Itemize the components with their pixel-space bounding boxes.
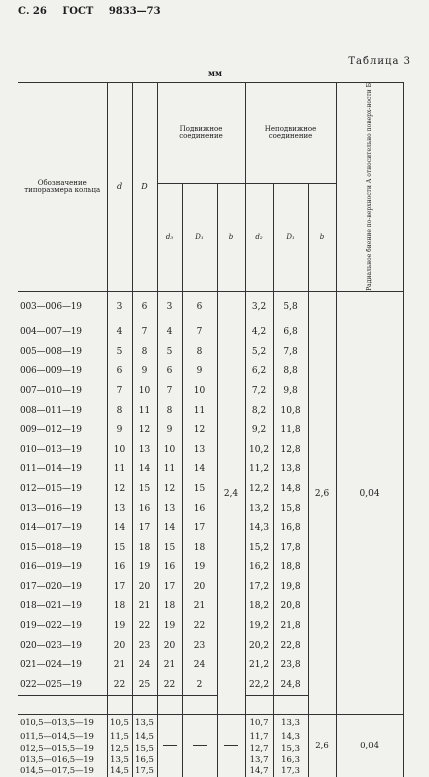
- cell-D1: 21: [182, 597, 217, 617]
- table-row: [18, 714, 403, 732]
- dash-mark: [224, 745, 238, 746]
- cell-b-fixed: 2,6: [308, 714, 336, 777]
- cell-D2: 8,8: [273, 362, 308, 382]
- cell-D2: 14,8: [273, 479, 308, 499]
- cell-d2: 15,2: [245, 538, 273, 558]
- cell-designation: 010—013—19: [18, 440, 107, 460]
- cell-designation: 013—016—19: [18, 499, 107, 519]
- cell-D2: 7,8: [273, 342, 308, 362]
- cell-D: 15: [132, 479, 157, 499]
- cell-D: 25: [132, 675, 157, 695]
- cell-designation: 011,5—014,5—19: [18, 732, 107, 743]
- cell-d3: 7: [157, 381, 182, 401]
- cell-designation: 007—010—19: [18, 381, 107, 401]
- cell-d3: 21: [157, 655, 182, 675]
- cell-d2: 18,2: [245, 597, 273, 617]
- cell-designation: 019—022—19: [18, 616, 107, 636]
- cell-d3: 4: [157, 322, 182, 342]
- cell-d: 20: [107, 636, 132, 656]
- cell-D1: 8: [182, 342, 217, 362]
- cell-D: 22: [132, 616, 157, 636]
- cell-D1: 2: [182, 675, 217, 695]
- dimensions-table: [18, 82, 404, 777]
- cell-d2: 11,7: [245, 732, 273, 743]
- cell-D: 6: [132, 291, 157, 322]
- cell-d: 15: [107, 538, 132, 558]
- cell-d: 14: [107, 518, 132, 538]
- cell-d: 11,5: [107, 732, 132, 743]
- cell-d2: 12,7: [245, 743, 273, 754]
- cell-D: 17,5: [132, 766, 157, 777]
- cell-designation: 004—007—19: [18, 322, 107, 342]
- cell-D: 21: [132, 597, 157, 617]
- cell-D2: 11,8: [273, 420, 308, 440]
- col-D1: D₁: [182, 183, 217, 291]
- cell-D1: 12: [182, 420, 217, 440]
- cell-D1-empty: [182, 714, 217, 777]
- cell-D2: 16,8: [273, 518, 308, 538]
- cell-d: 5: [107, 342, 132, 362]
- cell-d2: 10,2: [245, 440, 273, 460]
- cell-designation: 013,5—016,5—19: [18, 755, 107, 766]
- col-runout: Радиальное биение по-верхности А относительно поверх-ности Б: [336, 83, 403, 292]
- cell-D1: 14: [182, 460, 217, 480]
- cell-D: 16: [132, 499, 157, 519]
- cell-D1: 15: [182, 479, 217, 499]
- cell-D2: 21,8: [273, 616, 308, 636]
- cell-d2: 13,7: [245, 755, 273, 766]
- cell-D2: 19,8: [273, 577, 308, 597]
- cell-D2: 15,8: [273, 499, 308, 519]
- cell-D1: 19: [182, 557, 217, 577]
- cell-D: 11: [132, 401, 157, 421]
- cell-D1: 20: [182, 577, 217, 597]
- cell-D: 9: [132, 362, 157, 382]
- cell-d: 10: [107, 440, 132, 460]
- cell-D1: 7: [182, 322, 217, 342]
- cell-designation: 005—008—19: [18, 342, 107, 362]
- cell-d2: 5,2: [245, 342, 273, 362]
- cell-d2: 13,2: [245, 499, 273, 519]
- cell-d3: 16: [157, 557, 182, 577]
- cell-d: 14,5: [107, 766, 132, 777]
- cell-d2: 22,2: [245, 675, 273, 695]
- cell-D2: 24,8: [273, 675, 308, 695]
- cell-d: 13,5: [107, 755, 132, 766]
- table-row: [18, 291, 403, 322]
- cell-D: 20: [132, 577, 157, 597]
- cell-D: 14,5: [132, 732, 157, 743]
- cell-D: 8: [132, 342, 157, 362]
- cell-d3: 14: [157, 518, 182, 538]
- cell-d2: 11,2: [245, 460, 273, 480]
- cell-d3: 18: [157, 597, 182, 617]
- cell-designation: 008—011—19: [18, 401, 107, 421]
- col-D: D: [132, 83, 157, 292]
- cell-designation: 012—015—19: [18, 479, 107, 499]
- cell-b-empty: [217, 714, 245, 777]
- cell-d2: 4,2: [245, 322, 273, 342]
- dash-mark: [163, 745, 177, 746]
- page-header: [18, 6, 173, 17]
- cell-D: 7: [132, 322, 157, 342]
- cell-D1: 24: [182, 655, 217, 675]
- cell-d3: 10: [157, 440, 182, 460]
- cell-d3: 3: [157, 291, 182, 322]
- cell-D2: 16,3: [273, 755, 308, 766]
- cell-designation: 014—017—19: [18, 518, 107, 538]
- cell-D: 16,5: [132, 755, 157, 766]
- cell-designation: 020—023—19: [18, 636, 107, 656]
- cell-d: 13: [107, 499, 132, 519]
- cell-d3: 19: [157, 616, 182, 636]
- cell-b-fixed: 2,6: [308, 291, 336, 695]
- cell-d2: 8,2: [245, 401, 273, 421]
- cell-D: 23: [132, 636, 157, 656]
- col-d2: d₂: [245, 183, 273, 291]
- cell-D2: 20,8: [273, 597, 308, 617]
- gost-number: 9833—73: [108, 6, 161, 17]
- cell-d: 12: [107, 479, 132, 499]
- cell-D: 24: [132, 655, 157, 675]
- cell-d2: 14,3: [245, 518, 273, 538]
- cell-D2: 10,8: [273, 401, 308, 421]
- cell-d3: 8: [157, 401, 182, 421]
- cell-D2: 12,8: [273, 440, 308, 460]
- cell-D1: 6: [182, 291, 217, 322]
- cell-d: 19: [107, 616, 132, 636]
- cell-d: 10,5: [107, 714, 132, 732]
- cell-D1: 17: [182, 518, 217, 538]
- cell-designation: 016—019—19: [18, 557, 107, 577]
- cell-d3: 20: [157, 636, 182, 656]
- cell-d: 17: [107, 577, 132, 597]
- col-d3: d₃: [157, 183, 182, 291]
- cell-D2: 15,3: [273, 743, 308, 754]
- cell-d2: 7,2: [245, 381, 273, 401]
- cell-D: 10: [132, 381, 157, 401]
- unit-label: мм: [208, 68, 222, 78]
- cell-d3: 6: [157, 362, 182, 382]
- cell-D: 19: [132, 557, 157, 577]
- cell-D2: 6,8: [273, 322, 308, 342]
- col-fixed: Неподвижное соединение: [245, 83, 336, 184]
- cell-d2: 17,2: [245, 577, 273, 597]
- cell-d: 9: [107, 420, 132, 440]
- cell-d: 3: [107, 291, 132, 322]
- cell-designation: 022—025—19: [18, 675, 107, 695]
- cell-d: 7: [107, 381, 132, 401]
- cell-d2: 14,7: [245, 766, 273, 777]
- cell-D: 13,5: [132, 714, 157, 732]
- cell-designation: 017—020—19: [18, 577, 107, 597]
- cell-D2: 22,8: [273, 636, 308, 656]
- cell-d: 18: [107, 597, 132, 617]
- cell-designation: 003—006—19: [18, 291, 107, 322]
- cell-d2: 3,2: [245, 291, 273, 322]
- cell-d2: 6,2: [245, 362, 273, 382]
- cell-D: 15,5: [132, 743, 157, 754]
- cell-D1: 11: [182, 401, 217, 421]
- cell-D: 14: [132, 460, 157, 480]
- col-D2: D₁: [273, 183, 308, 291]
- cell-D: 17: [132, 518, 157, 538]
- cell-d3: 15: [157, 538, 182, 558]
- cell-D1: 13: [182, 440, 217, 460]
- cell-d2: 12,2: [245, 479, 273, 499]
- cell-runout: 0,04: [336, 291, 403, 695]
- cell-d3-empty: [157, 714, 182, 777]
- cell-D2: 18,8: [273, 557, 308, 577]
- table-spacer: [18, 695, 403, 714]
- cell-designation: 014,5—017,5—19: [18, 766, 107, 777]
- cell-D: 13: [132, 440, 157, 460]
- cell-d: 12,5: [107, 743, 132, 754]
- cell-b-moving: 2,4: [217, 291, 245, 695]
- cell-d3: 22: [157, 675, 182, 695]
- cell-D: 18: [132, 538, 157, 558]
- cell-designation: 011—014—19: [18, 460, 107, 480]
- cell-D1: 18: [182, 538, 217, 558]
- gost-label: ГОСТ: [62, 6, 94, 17]
- cell-designation: 015—018—19: [18, 538, 107, 558]
- cell-d: 16: [107, 557, 132, 577]
- cell-D2: 5,8: [273, 291, 308, 322]
- col-b: b: [217, 183, 245, 291]
- col-movable: Подвижное соединение: [157, 83, 245, 184]
- cell-d: 11: [107, 460, 132, 480]
- cell-designation: 009—012—19: [18, 420, 107, 440]
- col-designation: Обозначение типоразмера кольца: [18, 83, 107, 292]
- cell-D1: 9: [182, 362, 217, 382]
- cell-D2: 17,3: [273, 766, 308, 777]
- col-d: d: [107, 83, 132, 292]
- table-name: Таблица 3: [348, 56, 411, 67]
- cell-d2: 10,7: [245, 714, 273, 732]
- cell-d: 21: [107, 655, 132, 675]
- cell-d2: 20,2: [245, 636, 273, 656]
- cell-d3: 17: [157, 577, 182, 597]
- dash-mark: [193, 745, 207, 746]
- cell-designation: 006—009—19: [18, 362, 107, 382]
- cell-D1: 22: [182, 616, 217, 636]
- cell-D2: 13,3: [273, 714, 308, 732]
- cell-D1: 23: [182, 636, 217, 656]
- cell-D2: 17,8: [273, 538, 308, 558]
- cell-D1: 16: [182, 499, 217, 519]
- cell-d: 4: [107, 322, 132, 342]
- cell-designation: 010,5—013,5—19: [18, 714, 107, 732]
- cell-d2: 21,2: [245, 655, 273, 675]
- cell-D: 12: [132, 420, 157, 440]
- cell-d3: 12: [157, 479, 182, 499]
- cell-d2: 16,2: [245, 557, 273, 577]
- page-number: С. 26: [18, 6, 47, 17]
- cell-D2: 14,3: [273, 732, 308, 743]
- cell-runout: 0,04: [336, 714, 403, 777]
- cell-d3: 5: [157, 342, 182, 362]
- cell-d: 22: [107, 675, 132, 695]
- col-b2: b: [308, 183, 336, 291]
- cell-d: 6: [107, 362, 132, 382]
- cell-designation: 021—024—19: [18, 655, 107, 675]
- cell-designation: 018—021—19: [18, 597, 107, 617]
- cell-D2: 13,8: [273, 460, 308, 480]
- cell-designation: 012,5—015,5—19: [18, 743, 107, 754]
- cell-D1: 10: [182, 381, 217, 401]
- cell-d3: 13: [157, 499, 182, 519]
- cell-d2: 9,2: [245, 420, 273, 440]
- cell-D2: 9,8: [273, 381, 308, 401]
- cell-d: 8: [107, 401, 132, 421]
- cell-d3: 9: [157, 420, 182, 440]
- cell-d2: 19,2: [245, 616, 273, 636]
- cell-d3: 11: [157, 460, 182, 480]
- cell-D2: 23,8: [273, 655, 308, 675]
